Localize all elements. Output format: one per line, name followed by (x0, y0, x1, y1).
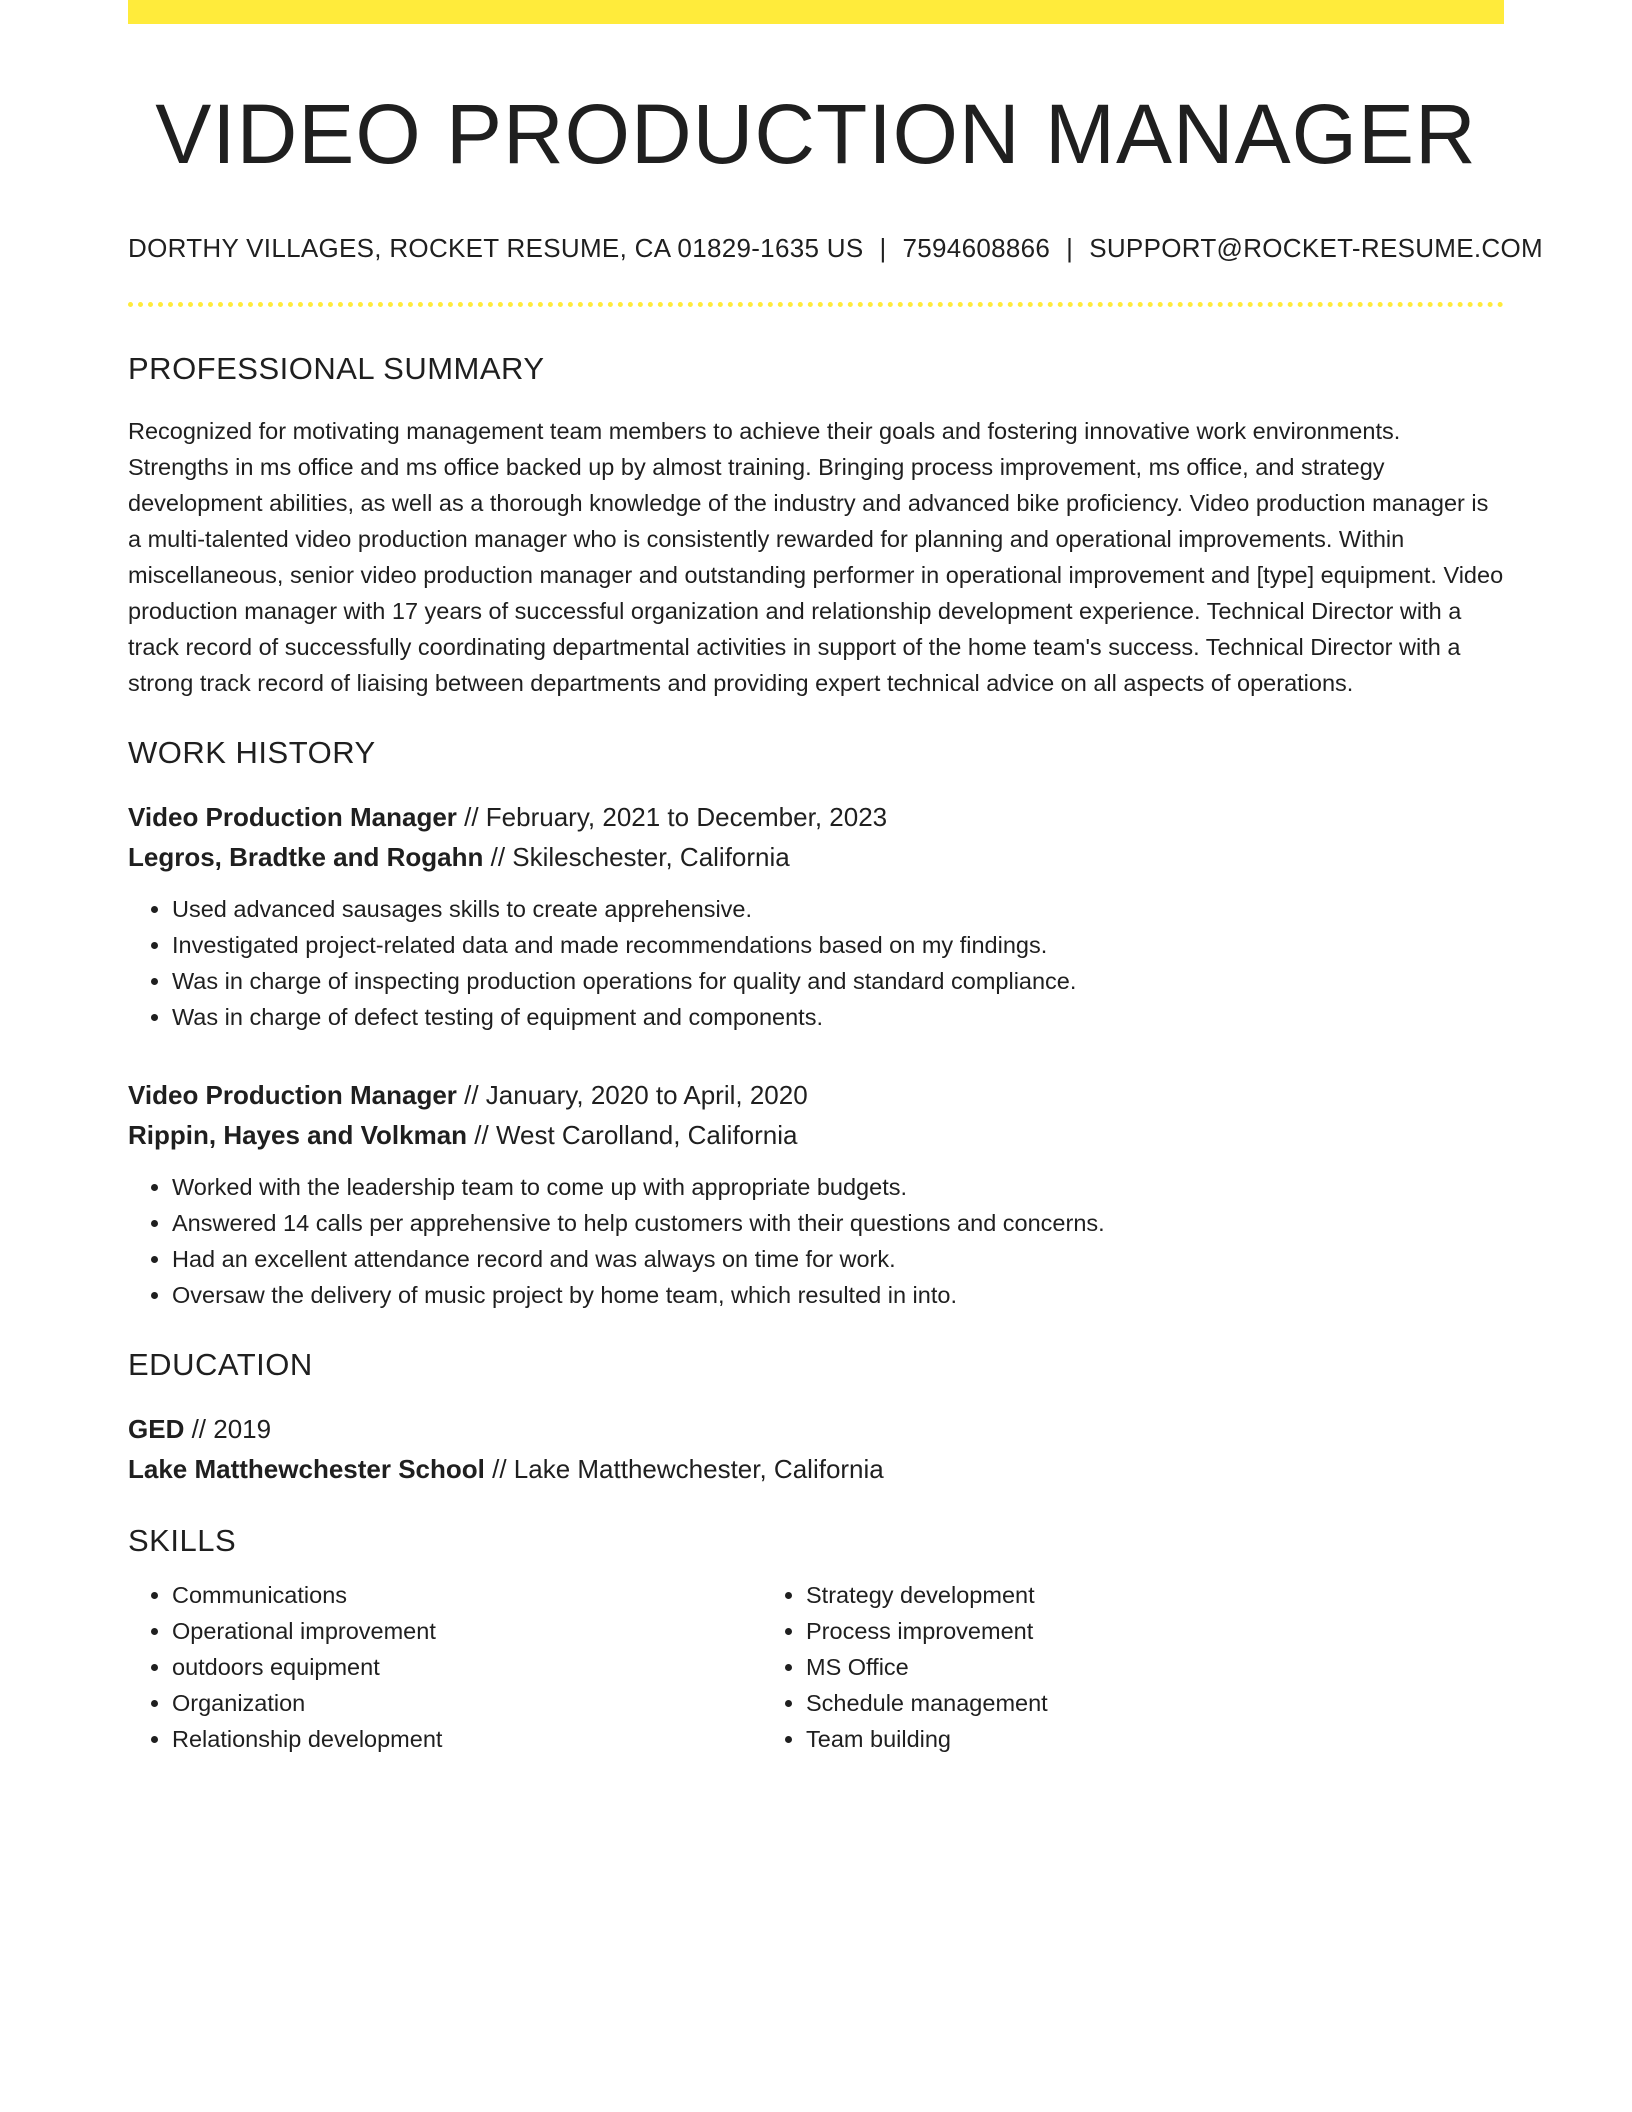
school-line (128, 1449, 1504, 1489)
resume-title: VIDEO PRODUCTION MANAGER (155, 87, 1477, 181)
list-item: • Team building (806, 1721, 1396, 1757)
degree-line (128, 1409, 1504, 1449)
skills-grid (128, 1577, 1504, 1757)
list-item: • Worked with the leadership team to come up with appropriate budgets. (172, 1169, 1504, 1205)
list-item: • Oversaw the delivery of music project by home team, which resulted in into. (172, 1277, 1504, 1313)
job-title-line (128, 797, 1504, 837)
job-dates: // January, 2020 to April, 2020 (456, 1079, 808, 1110)
list-item: • Strategy development (806, 1577, 1396, 1613)
job-entry (128, 1075, 1504, 1313)
accent-top-bar (128, 0, 1504, 24)
degree-year: // 2019 (184, 1413, 272, 1444)
skills-column-left (128, 1577, 762, 1757)
job-location: // West Carolland, California (467, 1119, 798, 1150)
skills-heading: SKILLS (128, 1522, 237, 1558)
list-item: • Process improvement (806, 1613, 1396, 1649)
list-item: • Communications (172, 1577, 762, 1613)
list-item: • Operational improvement (172, 1613, 762, 1649)
job-title: Video Production Manager (128, 801, 457, 832)
job-title-line (128, 1075, 1504, 1115)
contact-separator: | (879, 232, 887, 263)
list-item: • Answered 14 calls per apprehensive to help customers with their questions and concerns. (172, 1205, 1504, 1241)
school-location: // Lake Matthewchester, California (484, 1453, 884, 1484)
list-item: • outdoors equipment (172, 1649, 762, 1685)
degree: GED (128, 1413, 185, 1444)
job-location: // Skileschester, California (483, 841, 790, 872)
contact-address: DORTHY VILLAGES, ROCKET RESUME, CA 01829-1635 US (128, 232, 864, 263)
job-company: Legros, Bradtke and Rogahn (128, 841, 484, 872)
contact-email: SUPPORT@ROCKET-RESUME.COM (1089, 232, 1543, 263)
list-item: • MS Office (806, 1649, 1396, 1685)
contact-separator: | (1066, 232, 1074, 263)
list-item: • Had an excellent attendance record and was always on time for work. (172, 1241, 1504, 1277)
education-heading: EDUCATION (128, 1346, 313, 1382)
job-company-line (128, 1115, 1504, 1155)
list-item: • Was in charge of defect testing of equipment and components. (172, 999, 1504, 1035)
school-name: Lake Matthewchester School (128, 1453, 485, 1484)
contact-line (128, 232, 1543, 264)
contact-phone: 7594608866 (902, 232, 1051, 263)
resume-page (128, 0, 1543, 1757)
job-duties-list (128, 891, 1504, 1035)
job-company: Rippin, Hayes and Volkman (128, 1119, 468, 1150)
list-item: • Investigated project-related data and made recommendations based on my findings. (172, 927, 1504, 963)
education-entry (128, 1409, 1504, 1489)
list-item: • Used advanced sausages skills to create apprehensive. (172, 891, 1504, 927)
summary-text: Recognized for motivating management team members to achieve their goals and fostering innovative work environments. Strengths in ms office and ms office backed up by almost training. Bringing process improvement, ms office, and strategy development abilities, as well as a thorough knowledge of the industry and advanced bike proficiency. Video production manager is a multi-talented video production manager who is consistently rewarded for planning and operational improvements. Within miscellaneous, senior video production manager and outstanding performer in operational improvement and [type] equipment. Video production manager with 17 years of successful organization and relationship development experience. Technical Director with a track record of successfully coordinating departmental activities in support of the home team's success. Technical Director with a strong track record of liaising between departments and providing expert technical advice on all aspects of operations. (128, 417, 1504, 696)
list-item: • Relationship development (172, 1721, 762, 1757)
job-entry (128, 797, 1504, 1035)
job-title: Video Production Manager (128, 1079, 457, 1110)
skills-column-right (762, 1577, 1396, 1757)
list-item: • Organization (172, 1685, 762, 1721)
summary-heading: PROFESSIONAL SUMMARY (128, 350, 545, 386)
list-item: • Was in charge of inspecting production operations for quality and standard compliance. (172, 963, 1504, 999)
job-duties-list (128, 1169, 1504, 1313)
list-item: • Schedule management (806, 1685, 1396, 1721)
job-dates: // February, 2021 to December, 2023 (456, 801, 888, 832)
dotted-divider (128, 302, 1504, 307)
job-company-line (128, 837, 1504, 877)
work-history-heading: WORK HISTORY (128, 734, 376, 770)
